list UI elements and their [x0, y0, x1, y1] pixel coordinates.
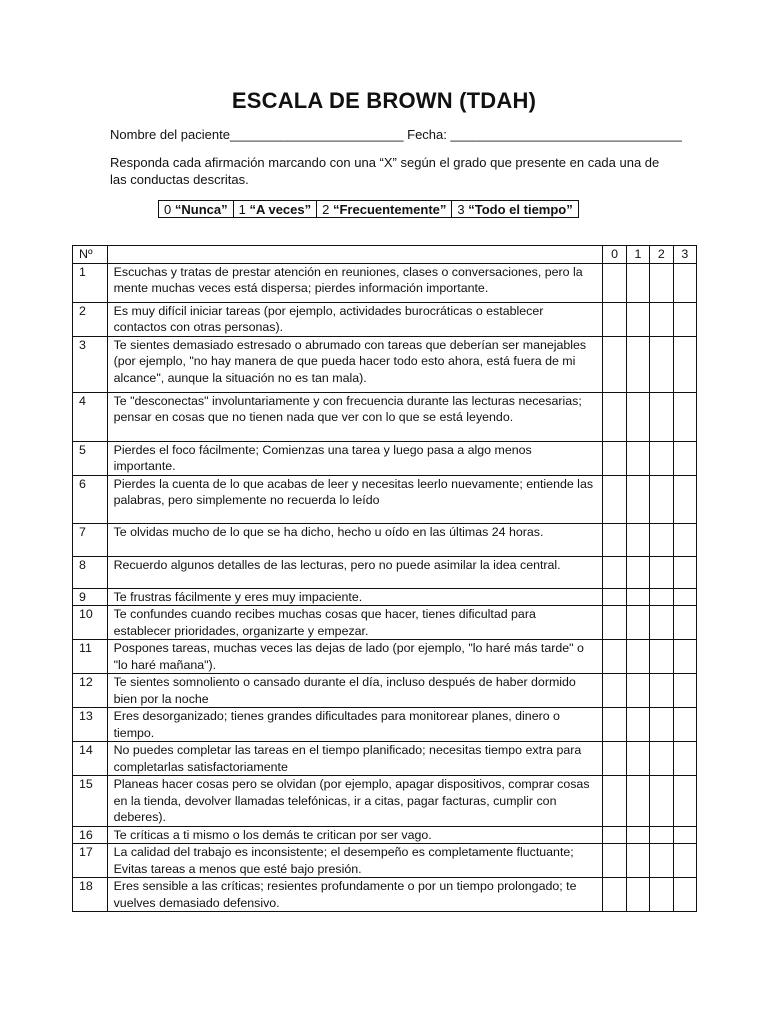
score-cell-2[interactable]	[650, 523, 673, 556]
table-row	[73, 336, 697, 392]
header-statement	[107, 246, 603, 264]
score-cell-3[interactable]	[673, 392, 696, 441]
item-statement: Recuerdo algunos detalles de las lecturas, pero no puede asimilar la idea central.	[107, 556, 603, 588]
score-cell-1[interactable]	[626, 392, 649, 441]
score-cell-1[interactable]	[626, 878, 649, 912]
score-cell-0[interactable]	[603, 878, 626, 912]
score-cell-0[interactable]	[603, 674, 626, 708]
score-cell-0[interactable]	[603, 336, 626, 392]
header-score-3: 3	[673, 246, 696, 264]
patient-name-field[interactable]: ________________________	[229, 127, 404, 142]
item-statement: Pierdes el foco fácilmente; Comienzas una tarea y luego pasa a algo menos importante.	[107, 441, 603, 475]
score-cell-1[interactable]	[626, 441, 649, 475]
table-row	[73, 441, 697, 475]
item-statement: Es muy difícil iniciar tareas (por ejemplo, actividades burocráticas o establecer contactos con otras personas).	[107, 302, 603, 336]
score-cell-2[interactable]	[650, 263, 673, 302]
score-cell-1[interactable]	[626, 475, 649, 523]
item-statement: Te confundes cuando recibes muchas cosas que hacer, tienes dificultad para establecer prioridades, organizarte y empezar.	[107, 606, 603, 640]
table-header-row	[73, 246, 697, 264]
table-row	[73, 523, 697, 556]
score-cell-1[interactable]	[626, 263, 649, 302]
table-row	[73, 844, 697, 878]
item-statement: Escuchas y tratas de prestar atención en reuniones, clases o conversaciones, pero la mente muchas veces está dispersa; pierdes información importante.	[107, 263, 603, 302]
item-statement: Te sientes demasiado estresado o abrumado con tareas que deberían ser manejables (por ejemplo, "no hay manera de que pueda hacer todo esto ahora, está fuera de mi alcance", aunque la situación no es tan mala).	[107, 336, 603, 392]
table-row	[73, 556, 697, 588]
score-cell-0[interactable]	[603, 392, 626, 441]
item-statement: La calidad del trabajo es inconsistente; el desempeño es completamente fluctuante; Evitas tareas a menos que esté bajo presión.	[107, 844, 603, 878]
date-field[interactable]: ________________________________	[450, 127, 682, 142]
score-cell-2[interactable]	[650, 302, 673, 336]
score-cell-3[interactable]	[673, 674, 696, 708]
score-cell-3[interactable]	[673, 556, 696, 588]
score-cell-2[interactable]	[650, 776, 673, 827]
score-cell-2[interactable]	[650, 844, 673, 878]
header-score-1: 1	[626, 246, 649, 264]
score-cell-3[interactable]	[673, 742, 696, 776]
item-statement: Te críticas a ti mismo o los demás te critican por ser vago.	[107, 826, 603, 844]
table-row	[73, 776, 697, 827]
score-cell-3[interactable]	[673, 606, 696, 640]
table-row	[73, 475, 697, 523]
page-title: ESCALA DE BROWN (TDAH)	[231, 88, 537, 113]
instructions: Responda cada afirmación marcando con una “X” según el grado que presente en cada una de las conductas descritas.	[110, 155, 660, 187]
item-statement: Te "desconectas" involuntariamente y con frecuencia durante las lecturas necesarias; pensar en cosas que no tienen nada que ver con lo que se está leyendo.	[107, 392, 603, 441]
score-cell-0[interactable]	[603, 640, 626, 674]
score-cell-3[interactable]	[673, 588, 696, 606]
score-cell-0[interactable]	[603, 606, 626, 640]
score-cell-2[interactable]	[650, 588, 673, 606]
score-cell-2[interactable]	[650, 742, 673, 776]
item-number: 10	[73, 606, 108, 640]
score-cell-2[interactable]	[650, 708, 673, 742]
score-cell-3[interactable]	[673, 441, 696, 475]
score-cell-2[interactable]	[650, 441, 673, 475]
score-cell-2[interactable]	[650, 392, 673, 441]
item-statement: Eres desorganizado; tienes grandes dificultades para monitorear planes, dinero o tiempo.	[107, 708, 603, 742]
score-cell-0[interactable]	[603, 523, 626, 556]
score-cell-3[interactable]	[673, 640, 696, 674]
item-number: 9	[73, 588, 108, 606]
item-number: 5	[73, 441, 108, 475]
score-cell-2[interactable]	[650, 556, 673, 588]
scale-option-2: 2 “Frecuentemente”	[317, 201, 452, 218]
item-statement: No puedes completar las tareas en el tiempo planificado; necesitas tiempo extra para completarlas satisfactoriamente	[107, 742, 603, 776]
item-number: 18	[73, 878, 108, 912]
table-row	[73, 302, 697, 336]
score-cell-3[interactable]	[673, 826, 696, 844]
score-cell-1[interactable]	[626, 776, 649, 827]
table-row	[73, 878, 697, 912]
table-row	[73, 263, 697, 302]
score-cell-1[interactable]	[626, 588, 649, 606]
patient-info-line	[110, 127, 682, 142]
score-cell-3[interactable]	[673, 475, 696, 523]
table-row	[73, 588, 697, 606]
item-number: 16	[73, 826, 108, 844]
scale-option-0: 0 “Nunca”	[159, 201, 234, 218]
table-row	[73, 826, 697, 844]
item-number: 7	[73, 523, 108, 556]
item-statement: Eres sensible a las críticas; resientes profundamente o por un tiempo prolongado; te vuelves demasiado defensivo.	[107, 878, 603, 912]
score-cell-3[interactable]	[673, 776, 696, 827]
item-number: 17	[73, 844, 108, 878]
score-cell-1[interactable]	[626, 742, 649, 776]
item-statement: Te sientes somnoliento o cansado durante el día, incluso después de haber dormido bien por la noche	[107, 674, 603, 708]
score-cell-2[interactable]	[650, 826, 673, 844]
table-row	[73, 742, 697, 776]
score-cell-0[interactable]	[603, 263, 626, 302]
score-cell-0[interactable]	[603, 826, 626, 844]
score-cell-0[interactable]	[603, 588, 626, 606]
item-number: 8	[73, 556, 108, 588]
score-cell-0[interactable]	[603, 556, 626, 588]
questionnaire-table	[72, 245, 697, 912]
score-cell-3[interactable]	[673, 844, 696, 878]
item-number: 6	[73, 475, 108, 523]
score-cell-1[interactable]	[626, 640, 649, 674]
score-cell-1[interactable]	[626, 606, 649, 640]
table-body	[73, 263, 697, 912]
score-cell-0[interactable]	[603, 302, 626, 336]
header-score-2: 2	[650, 246, 673, 264]
item-statement: Planeas hacer cosas pero se olvidan (por ejemplo, apagar dispositivos, comprar cosas en la tienda, devolver llamadas telefónicas, ir a citas, pagar facturas, cumplir con deberes).	[107, 776, 603, 827]
score-cell-0[interactable]	[603, 441, 626, 475]
scale-legend	[158, 200, 579, 218]
item-number: 4	[73, 392, 108, 441]
score-cell-1[interactable]	[626, 674, 649, 708]
table-row	[73, 708, 697, 742]
score-cell-3[interactable]	[673, 523, 696, 556]
item-statement: Pospones tareas, muchas veces las dejas de lado (por ejemplo, "lo haré más tarde" o "lo haré mañana").	[107, 640, 603, 674]
item-number: 12	[73, 674, 108, 708]
score-cell-1[interactable]	[626, 826, 649, 844]
score-cell-2[interactable]	[650, 640, 673, 674]
score-cell-2[interactable]	[650, 878, 673, 912]
header-number: Nº	[73, 246, 108, 264]
score-cell-0[interactable]	[603, 776, 626, 827]
header-score-0: 0	[603, 246, 626, 264]
table-row	[73, 640, 697, 674]
date-label: Fecha:	[407, 127, 447, 142]
score-cell-3[interactable]	[673, 302, 696, 336]
table-row	[73, 674, 697, 708]
score-cell-0[interactable]	[603, 708, 626, 742]
score-cell-3[interactable]	[673, 336, 696, 392]
score-cell-1[interactable]	[626, 336, 649, 392]
score-cell-1[interactable]	[626, 708, 649, 742]
score-cell-0[interactable]	[603, 475, 626, 523]
scale-option-1: 1 “A veces”	[233, 201, 317, 218]
score-cell-0[interactable]	[603, 844, 626, 878]
score-cell-2[interactable]	[650, 674, 673, 708]
item-number: 15	[73, 776, 108, 827]
table-row	[73, 606, 697, 640]
score-cell-2[interactable]	[650, 606, 673, 640]
score-cell-3[interactable]	[673, 878, 696, 912]
item-statement: Te frustras fácilmente y eres muy impaciente.	[107, 588, 603, 606]
score-cell-3[interactable]	[673, 263, 696, 302]
item-number: 3	[73, 336, 108, 392]
item-statement: Te olvidas mucho de lo que se ha dicho, hecho u oído en las últimas 24 horas.	[107, 523, 603, 556]
score-cell-1[interactable]	[626, 556, 649, 588]
item-number: 13	[73, 708, 108, 742]
item-number: 2	[73, 302, 108, 336]
score-cell-2[interactable]	[650, 336, 673, 392]
item-number: 1	[73, 263, 108, 302]
score-cell-2[interactable]	[650, 475, 673, 523]
patient-name-label: Nombre del paciente	[110, 127, 230, 142]
item-number: 14	[73, 742, 108, 776]
item-number: 11	[73, 640, 108, 674]
item-statement: Pierdes la cuenta de lo que acabas de leer y necesitas leerlo nuevamente; entiende las palabras, pero simplemente no recuerda lo leído	[107, 475, 603, 523]
score-cell-0[interactable]	[603, 742, 626, 776]
score-cell-1[interactable]	[626, 302, 649, 336]
score-cell-3[interactable]	[673, 708, 696, 742]
table-row	[73, 392, 697, 441]
score-cell-1[interactable]	[626, 844, 649, 878]
scale-option-3: 3 “Todo el tiempo”	[452, 201, 578, 218]
score-cell-1[interactable]	[626, 523, 649, 556]
